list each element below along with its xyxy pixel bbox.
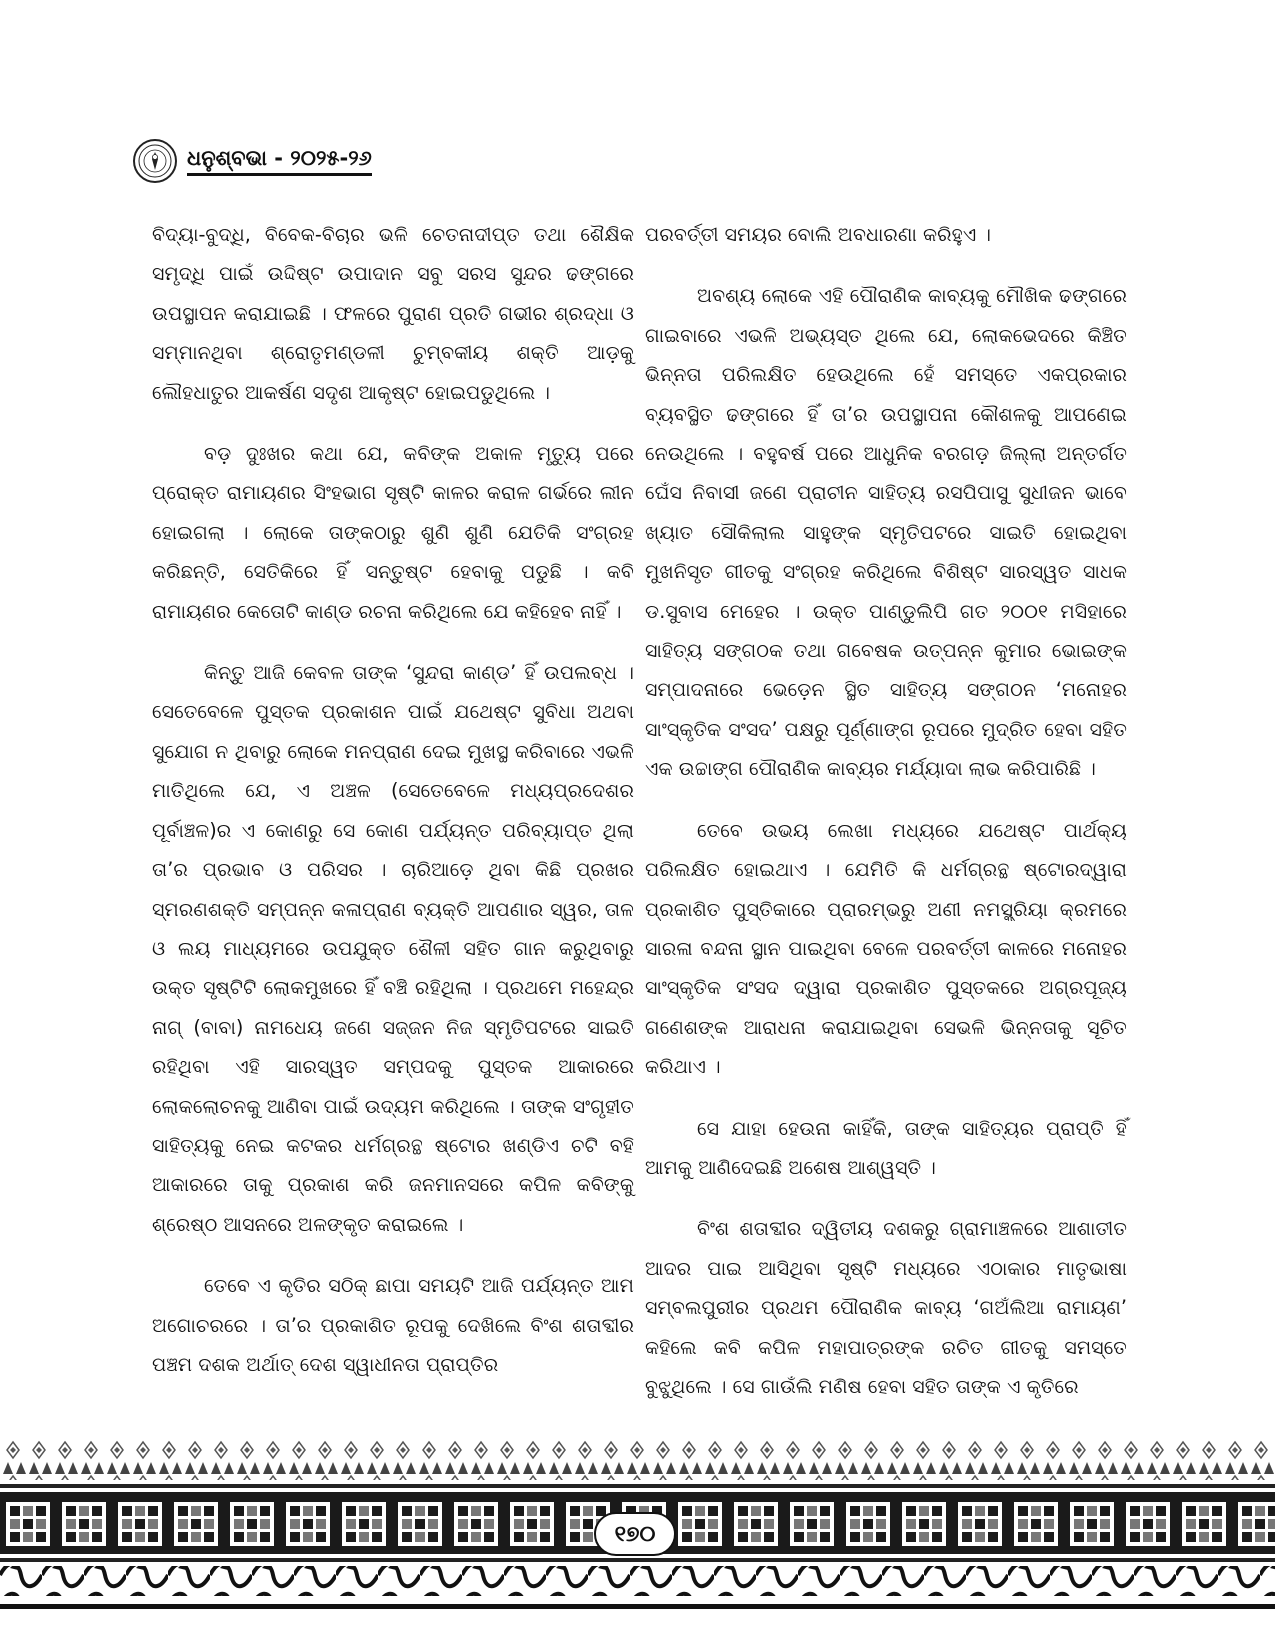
paragraph: ଅବଶ୍ୟ ଲୋକେ ଏହି ପୌରାଣିକ କାବ୍ୟକୁ ମୌଖିକ ଢଙ୍ଗରେ ଗାଇବାରେ ଏଭଳି ଅଭ୍ୟସ୍ତ ଥିଲେ ଯେ, ଲୋକଭେଦରେ କିଞ୍ଚିତ ଭିନ୍ନତା ପରିଲକ୍ଷିତ ହେଉଥିଲେ ହେଁ ସମସ୍ତେ ଏକପ୍ରକାର ବ୍ୟବସ୍ଥିତ ଢଙ୍ଗରେ ହିଁ ତା’ର ଉପସ୍ଥାପନା କୌଶଳକୁ ଆପଣେଇ ନେଉଥିଲେ । ବହୁବର୍ଷ ପରେ ଆଧୁନିକ ବରଗଡ଼ ଜିଲ୍ଲା ଅନ୍ତର୍ଗତ ଘେଁସ ନିବାସୀ ଜଣେ ପ୍ରାଚୀନ ସାହିତ୍ୟ ରସପିପାସୁ ସୁଧୀଜନ ଭାବେ ଖ୍ୟାତ ସୌକିଲାଲ ସାହୁଙ୍କ ସ୍ମୃତିପଟରେ ସାଇତି ହୋଇଥିବା ମୁଖନିସୃତ ଗୀତକୁ ସଂଗ୍ରହ କରିଥିଲେ ବିଶିଷ୍ଟ ସାରସ୍ୱତ ସାଧକ ଡ.ସୁବାସ ମେହେର । ଉକ୍ତ ପାଣ୍ଡୁଲିପି ଗତ ୨୦୦୧ ମସିହାରେ ସାହିତ୍ୟ ସଙ୍ଗଠକ ତଥା ଗବେଷକ ଉତ୍ପନ୍ନ କୁମାର ଭୋଇଙ୍କ ସମ୍ପାଦନାରେ ଭେଡ଼େନ ସ୍ଥିତ ସାହିତ୍ୟ ସଙ୍ଗଠନ ‘ମନୋହର ସାଂସ୍କୃତିକ ସଂସଦ’ ପକ୍ଷରୁ ପୂର୍ଣ୍ଣାଙ୍ଗ ରୂପରେ ମୁଦ୍ରିତ ହେବା ସହିତ ଏକ ଉଚ୍ଚାଙ୍ଗ ପୌରାଣିକ କାବ୍ୟର ମର୍ଯ୍ୟାଦା ଲାଭ କରିପାରିଛି । [645, 284, 1127, 781]
paragraph: ସେ ଯାହା ହେଉନା କାହିଁକି, ତାଙ୍କ ସାହିତ୍ୟର ପ୍ରାପ୍ତି ହିଁ ଆମକୁ ଆଣିଦେଇଛି ଅଶେଷ ଆଶ୍ୱସ୍ତି । [645, 1116, 1127, 1179]
page-header [133, 136, 372, 186]
page-number: ୧୭୦ [614, 1521, 656, 1547]
paragraph: ବଡ଼ ଦୁଃଖର କଥା ଯେ, କବିଙ୍କ ଅକାଳ ମୃତ୍ୟୁ ପରେ ପ୍ରୋକ୍ତ ରାମାୟଣର ସିଂହଭାଗ ସୃଷ୍ଟି କାଳର କରାଳ ଗର୍ଭରେ ଲୀନ ହୋଇଗଲା । ଲୋକେ ତାଙ୍କଠାରୁ ଶୁଣି ଶୁଣି ଯେତିକି ସଂଗ୍ରହ କରିଛନ୍ତି, ସେତିକିରେ ହିଁ ସନ୍ତୁଷ୍ଟ ହେବାକୁ ପଡୁଛି । କବି ରାମାୟଣର କେତୋଟି କାଣ୍ଡ ରଚନା କରିଥିଲେ ଯେ କହିହେବ ନାହିଁ । [152, 442, 634, 623]
emblem-seal-icon [133, 139, 177, 183]
paragraph: ତେବେ ଏ କୃତିର ସଠିକ୍ ଛାପା ସମୟଟି ଆଜି ପର୍ଯ୍ୟନ୍ତ ଆମ ଅଗୋଚରରେ । ତା’ର ପ୍ରକାଶିତ ରୂପକୁ ଦେଖିଲେ ବିଂଶ ଶତାବ୍ଦୀର ପଞ୍ଚମ ଦଶକ ଅର୍ଥାତ୍ ଦେଶ ସ୍ୱାଧୀନତା ପ୍ରାପ୍ତିର [152, 1274, 634, 1376]
publication-title: ଧନୁଶ୍ବଭା - ୨୦୨୫-୨୬ [187, 146, 372, 176]
page-number-badge [594, 1512, 676, 1556]
right-column [645, 215, 1127, 1428]
paragraph: ବିଂଶ ଶତାବ୍ଦୀର ଦ୍ୱିତୀୟ ଦଶକରୁ ଗ୍ରାମାଞ୍ଚଳରେ ଆଶାତୀତ ଆଦର ପାଇ ଆସିଥିବା ସୃଷ୍ଟି ମଧ୍ୟରେ ଏଠାକାର ମାତୃଭାଷା ସମ୍ବଲପୁରୀର ପ୍ରଥମ ପୌରାଣିକ କାବ୍ୟ ‘ଗଅଁଲିଆ ରାମାୟଣ’ କହିଲେ କବି କପିଳ ମହାପାତ୍ରଙ୍କ ରଚିତ ଗୀତକୁ ସମସ୍ତେ ବୁଝୁଥିଲେ । ସେ ଗାଉଁଲି ମଣିଷ ହେବା ସହିତ ତାଙ୍କ ଏ କୃତିରେ [645, 1217, 1127, 1398]
paragraph: ପରବର୍ତ୍ତୀ ସମୟର ବୋଲି ଅବଧାରଣା କରିହୁଏ । [645, 223, 992, 246]
paragraph: କିନ୍ତୁ ଆଜି କେବଳ ତାଙ୍କ ‘ସୁନ୍ଦରା କାଣ୍ଡ’ ହିଁ ଉପଲବ୍ଧ । ସେତେବେଳେ ପୁସ୍ତକ ପ୍ରକାଶନ ପାଇଁ ଯଥେଷ୍ଟ ସୁବିଧା ଅଥବା ସୁଯୋଗ ନ ଥିବାରୁ ଲୋକେ ମନପ୍ରାଣ ଦେଇ ମୁଖସ୍ଥ କରିବାରେ ଏଭଳି ମାତିଥିଲେ ଯେ, ଏ ଅଞ୍ଚଳ (ସେତେବେଳେ ମଧ୍ୟପ୍ରଦେଶର ପୂର୍ବାଞ୍ଚଳ)ର ଏ କୋଣରୁ ସେ କୋଣ ପର୍ଯ୍ୟନ୍ତ ପରିବ୍ୟାପ୍ତ ଥିଲା ତା’ର ପ୍ରଭାବ ଓ ପରିସର । ଚାରିଆଡ଼େ ଥିବା କିଛି ପ୍ରଖର ସ୍ମରଣଶକ୍ତି ସମ୍ପନ୍ନ କଳାପ୍ରାଣ ବ୍ୟକ୍ତି ଆପଣାର ସ୍ୱର, ତାଳ ଓ ଲୟ ମାଧ୍ୟମରେ ଉପଯୁକ୍ତ ଶୈଳୀ ସହିତ ଗାନ କରୁଥିବାରୁ ଉକ୍ତ ସୃଷ୍ଟିଟି ଲୋକମୁଖରେ ହିଁ ବଞ୍ଚି ରହିଥିଲା । ପ୍ରଥମେ ମହେନ୍ଦ୍ର ନାଗ୍ (ବାବା) ନାମଧେୟ ଜଣେ ସଜ୍ଜନ ନିଜ ସ୍ମୃତିପଟରେ ସାଇତି ରହିଥିବା ଏହି ସାରସ୍ୱତ ସମ୍ପଦକୁ ପୁସ୍ତକ ଆକାରରେ ଲୋକଲୋଚନକୁ ଆଣିବା ପାଇଁ ଉଦ୍ୟମ କରିଥିଲେ । ତାଙ୍କ ସଂଗୃହୀତ ସାହିତ୍ୟକୁ ନେଇ କଟକର ଧର୍ମଗ୍ରନ୍ଥ ଷ୍ଟୋର ଖଣ୍ଡିଏ ଚଟି ବହି ଆକାରରେ ତାକୁ ପ୍ରକାଶ କରି ଜନମାନସରେ କପିଳ କବିଙ୍କୁ ଶ୍ରେଷ୍ଠ ଆସନରେ ଅଳଙ୍କୃତ କରାଇଲେ । [152, 661, 634, 1236]
paragraph: ତେବେ ଉଭୟ ଲେଖା ମଧ୍ୟରେ ଯଥେଷ୍ଟ ପାର୍ଥକ୍ୟ ପରିଲକ୍ଷିତ ହୋଇଥାଏ । ଯେମିତି କି ଧର୍ମଗ୍ରନ୍ଥ ଷ୍ଟୋରଦ୍ୱାରା ପ୍ରକାଶିତ ପୁସ୍ତିକାରେ ପ୍ରାରମ୍ଭରୁ ଅଣୀ ନମସ୍କ୍ରିୟା କ୍ରମରେ ସାରଳା ବନ୍ଦନା ସ୍ଥାନ ପାଇଥିବା ବେଳେ ପରବର୍ତ୍ତୀ କାଳରେ ମନୋହର ସାଂସ୍କୃତିକ ସଂସଦ ଦ୍ୱାରା ପ୍ରକାଶିତ ପୁସ୍ତକରେ ଅଗ୍ରପୂଜ୍ୟ ଗଣେଶଙ୍କ ଆରାଧନା କରାଯାଇଥିବା ସେଭଳି ଭିନ୍ନତାକୁ ସୂଚିତ କରିଥାଏ । [645, 818, 1127, 1079]
footer-border [0, 1440, 1275, 1650]
paragraph: ବିଦ୍ୟା-ବୁଦ୍ଧି, ବିବେକ-ବିଚାର ଭଳି ଚେତନାଦୀପ୍ତ ତଥା ଶୈକ୍ଷିକ ସମୃଦ୍ଧି ପାଇଁ ଉଦ୍ଦିଷ୍ଟ ଉପାଦାନ ସବୁ ସରସ ସୁନ୍ଦର ଢଙ୍ଗରେ ଉପସ୍ଥାପନ କରାଯାଇଛି । ଫଳରେ ପୁରାଣ ପ୍ରତି ଗଭୀର ଶ୍ରଦ୍ଧା ଓ ସମ୍ମାନଥିବା ଶ୍ରୋତୃମଣ୍ଡଳୀ ଚୁମ୍ବକୀୟ ଶକ୍ତି ଆଡ଼କୁ ଲୌହଧାତୁର ଆକର୍ଷଣ ସଦୃଶ ଆକୃଷ୍ଟ ହୋଇପଡୁଥିଲେ । [152, 223, 634, 404]
left-column [152, 215, 634, 1406]
